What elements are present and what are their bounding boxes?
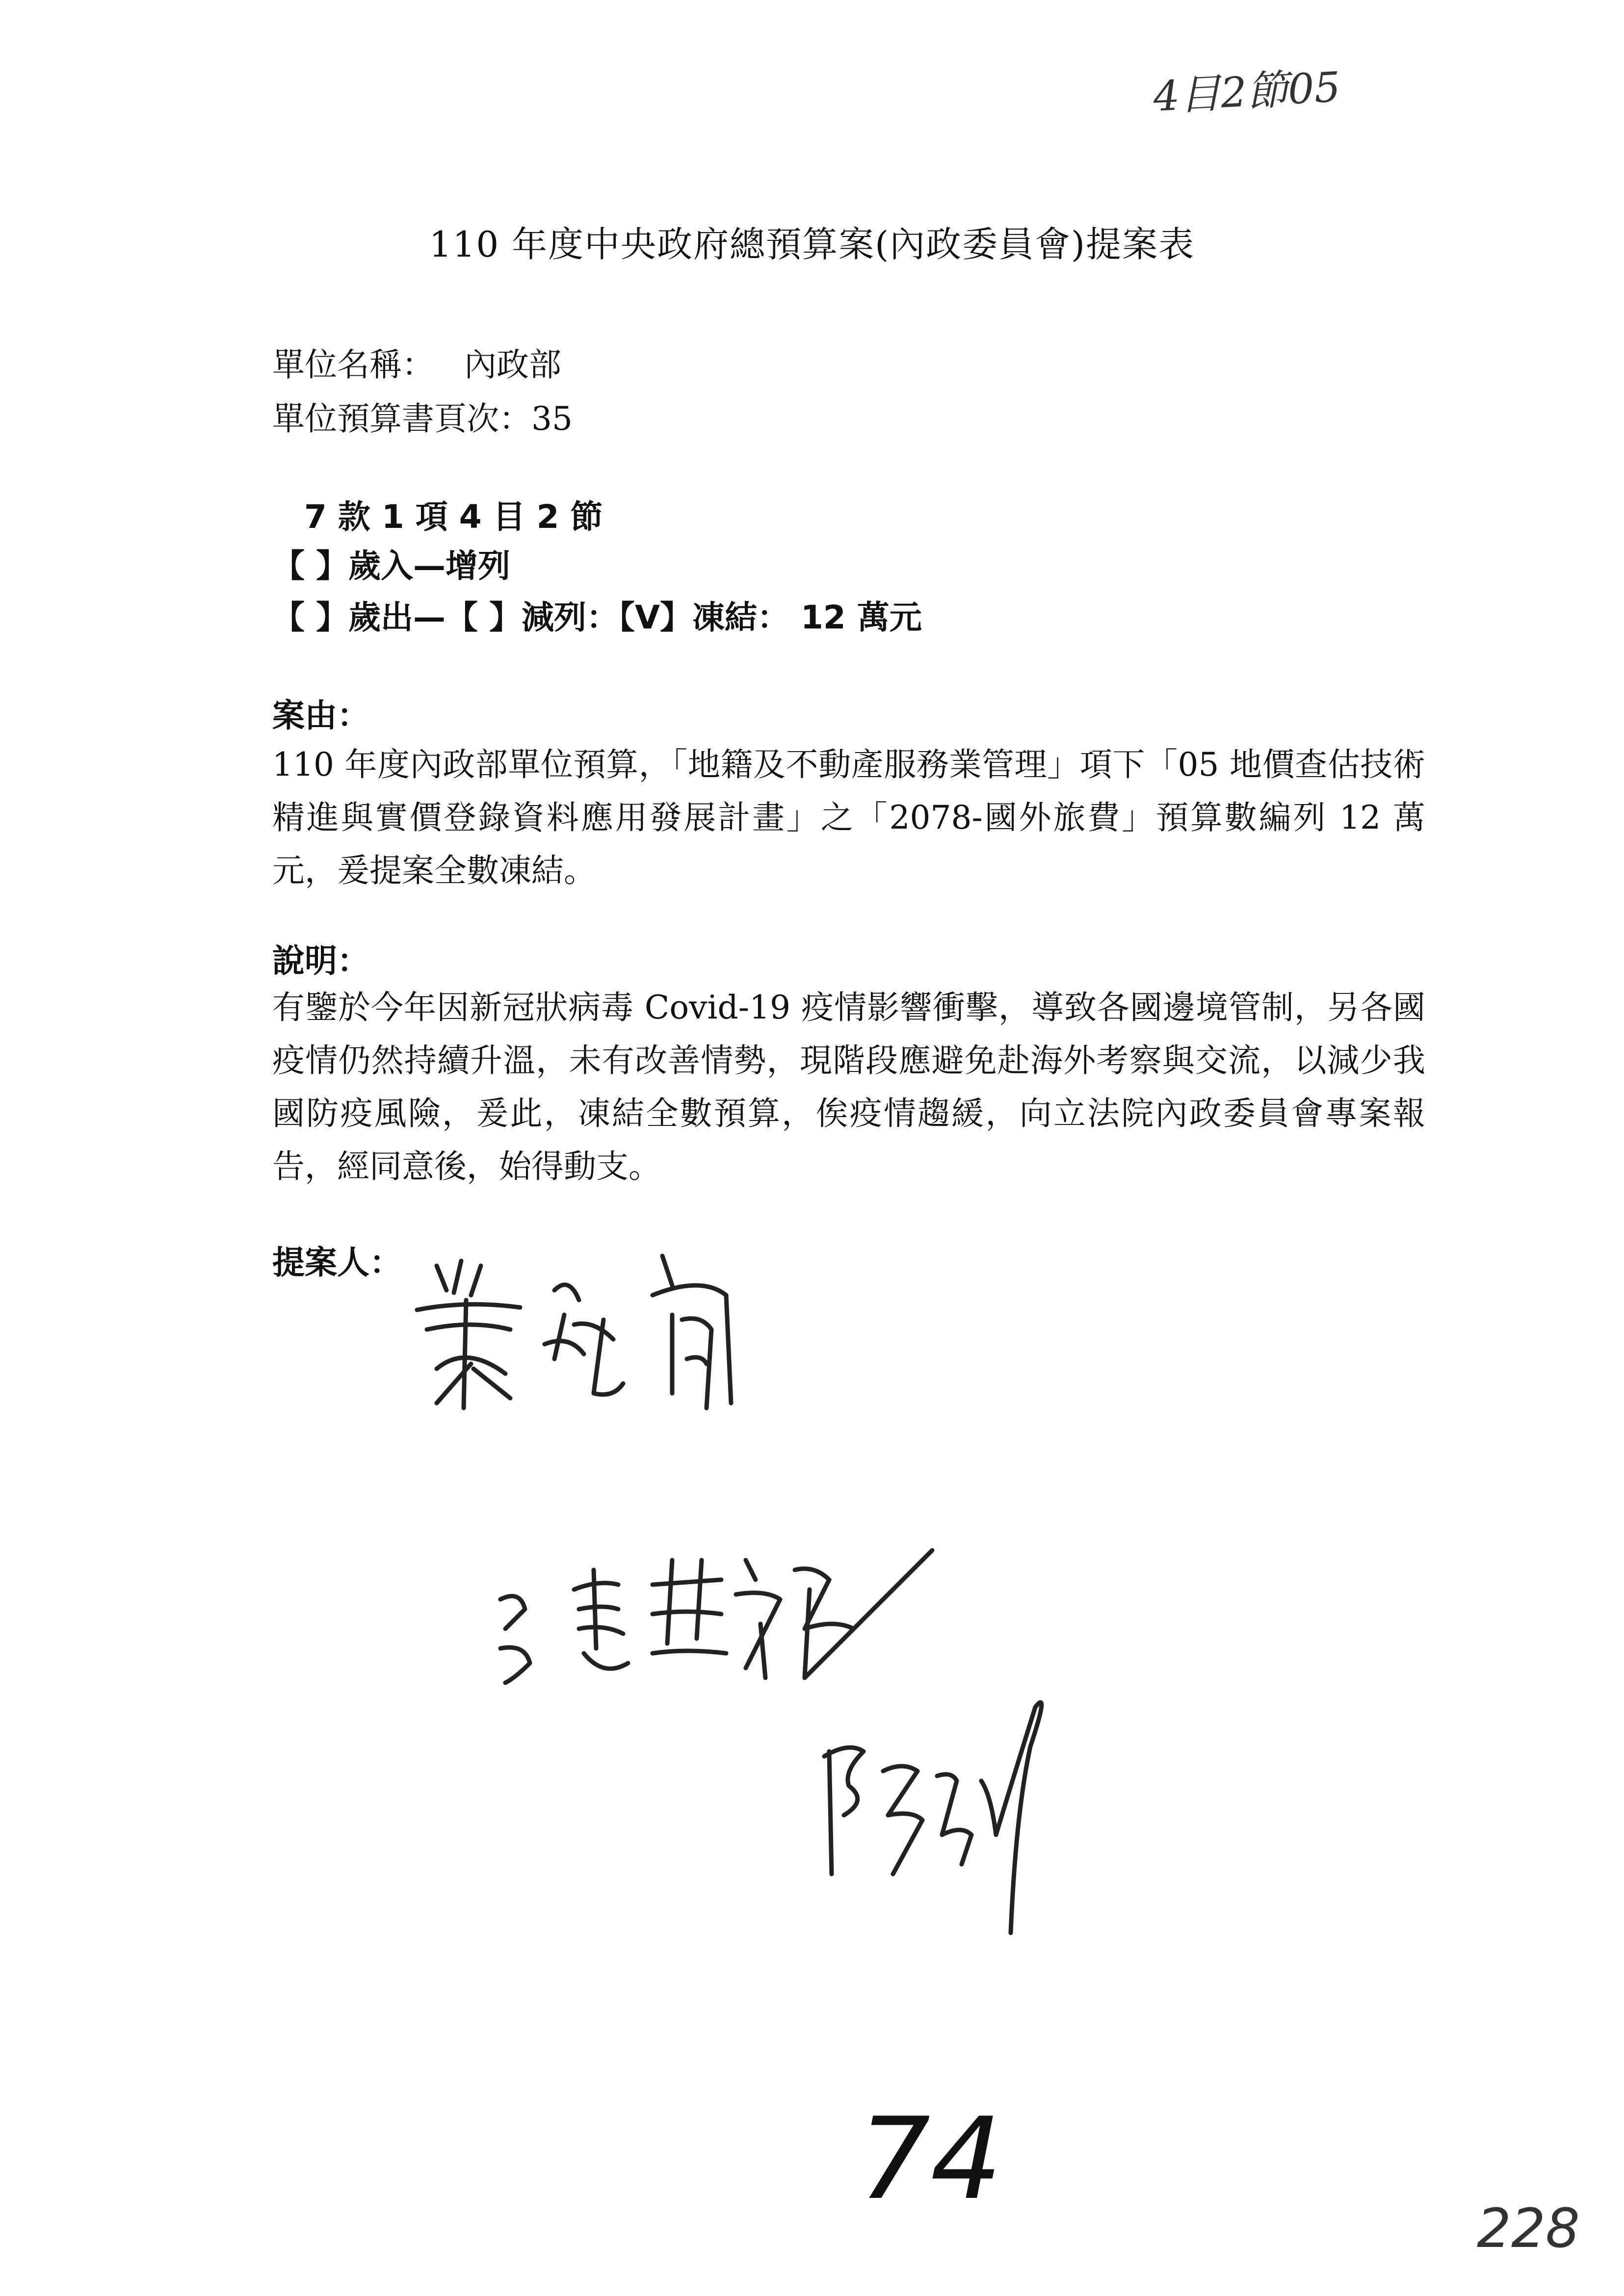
page-number-text: 74 [859, 2094, 1002, 2225]
handwritten-section-note: 4目2節05 [1152, 63, 1342, 121]
handwritten-corner-number [1472, 2188, 1599, 2262]
explanation-text: 有鑒於今年因新冠狀病毒 Covid-19 疫情影響衝擊，導致各國邊境管制，另各國疫情仍然持續升溫，未有改善情勢，現階段應避免赴海外考察與交流，以減少我國防疫風險，爰此，凍結全數預算，俟疫情趨緩，向立法院內政委員會專案報告，經同意後，始得動支。 [272, 989, 1425, 1185]
unit-name-label: 單位名稱： [272, 346, 434, 384]
signature-3 [805, 1688, 1079, 1943]
unit-name-value: 內政部 [464, 346, 561, 384]
signature-1 [407, 1246, 780, 1433]
corner-number-text: 228 [1477, 2197, 1580, 2260]
unit-page-label: 單位預算書頁次： [272, 400, 531, 438]
document-title: 110 年度中央政府總預算案(內政委員會)提案表 [429, 224, 1195, 265]
unit-page-row [272, 392, 573, 439]
budget-section-line: 7 款 1 項 4 目 2 節 [304, 498, 603, 536]
explanation-label: 說明： [272, 942, 369, 980]
proposer-label: 提案人： [272, 1244, 402, 1281]
expense-line: 【 】歲出—【 】減列：【V】凍結： 12 萬元 [272, 599, 922, 636]
reason-label: 案由： [272, 697, 369, 734]
revenue-line: 【 】歲入—增列 [272, 547, 510, 585]
handwritten-page-number [849, 2094, 1035, 2225]
unit-name-row [272, 339, 561, 385]
signature-2 [491, 1531, 962, 1688]
reason-text: 110 年度內政部單位預算，「地籍及不動產服務業管理」項下「05 地價查估技術精進與實價登錄資料應用發展計畫」之「2078-國外旅費」預算數編列 12 萬元，爰提案全數凍結。 [272, 746, 1425, 889]
unit-page-value: 35 [531, 400, 573, 438]
